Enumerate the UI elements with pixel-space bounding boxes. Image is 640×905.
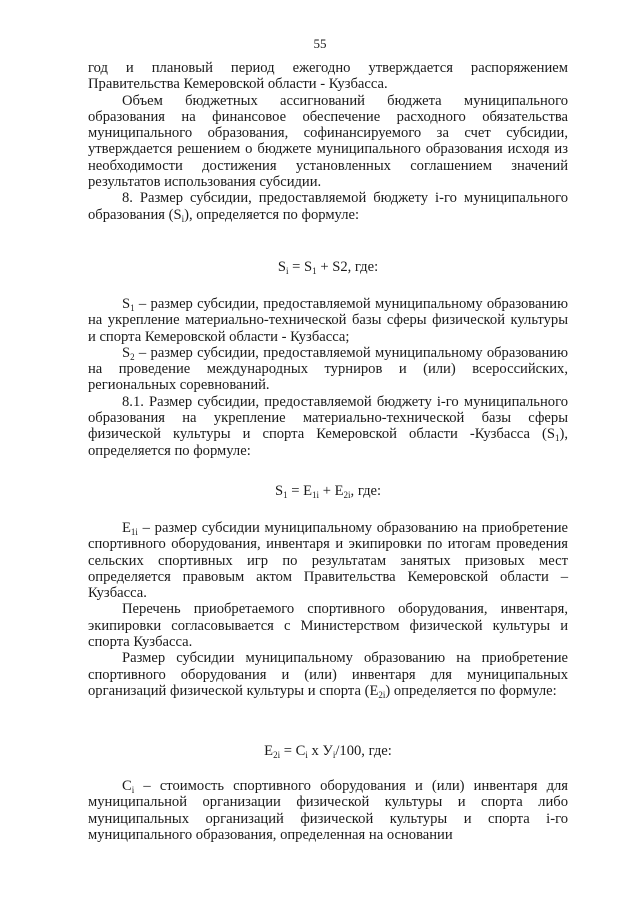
paragraph-e2i-intro: Размер субсидии муниципальному образованию на приобретение спортивного оборудования и (или) инвентаря для муниципальных организаций физической культуры и спорта $(E_{2i})$ определяется по формуле: xyxy=(88,650,568,700)
paragraph-plan-period: год и плановый период ежегодно утверждается распоряжением Правительства Кемеровской области - Кузбасса. xyxy=(88,60,568,93)
paragraph-ci-definition: $C_i$ – стоимость спортивного оборудования и (или) инвентаря для муниципальной организации физической культуры и спорта либо муниципальных организаций физической культуры и спорта i-го муниципального образования, определенная на основании xyxy=(88,778,568,843)
paragraph-e1i-definition: $E_{1i}$ – размер субсидии муниципальному образованию на приобретение спортивного оборудования, инвентаря и экипировки по итогам проведения сельских спортивных игр по результатам занятых призовых мест определяется правовым актом Правительства Кемеровской области – Кузбасса. xyxy=(88,520,568,602)
formula-s1: $S_1 = E_{1i} + E_{2i}$, где: xyxy=(274,483,382,500)
formula-si: $S_i = S_1 + S2$, где: xyxy=(277,259,379,276)
paragraph-s2-definition: $S_2$ – размер субсидии, предоставляемой муниципальному образованию на проведение международных турниров и (или) всероссийских, региональных соревнований. xyxy=(88,344,568,394)
text-block-1 xyxy=(88,60,568,223)
text-block-2 xyxy=(88,296,568,459)
paragraph-clause-8: 8. Размер субсидии, предоставляемой бюджету i-го муниципального образования $(S_i)$, определяется по формуле: xyxy=(88,190,568,224)
paragraph-equipment-list: Перечень приобретаемого спортивного оборудования, инвентаря, экипировки согласовывается с Министерством физической культуры и спорта Кузбасса. xyxy=(88,601,568,651)
paragraph-s1-definition: $S_1$ – размер субсидии, предоставляемой муниципальному образованию на укрепление материально-технической базы сферы физической культуры и спорта Кемеровской области - Кузбасса; xyxy=(88,296,568,345)
text-block-4 xyxy=(88,778,568,843)
paragraph-budget-volume: Объем бюджетных ассигнований бюджета муниципального образования на финансовое обеспечение расходного обязательства муниципального образования, софинансируемого за счет субсидии, утверждается решением о бюджете муниципального образования исходя из необходимости достижения установленных соглашением значений результатов использования субсидии. xyxy=(88,92,568,191)
text-block-3 xyxy=(88,520,568,699)
page-number: 55 xyxy=(313,36,327,51)
formula-e2i: $E_{2i} = C_i$ x $У_i/100$, где: xyxy=(264,743,392,760)
paragraph-clause-8-1: 8.1. Размер субсидии, предоставляемой бюджету i-го муниципального образования на укрепление материально-технической базы сферы физической культуры и спорта Кемеровской области -Кузбасса $(S_1)$, определяется по формуле: xyxy=(88,393,568,459)
